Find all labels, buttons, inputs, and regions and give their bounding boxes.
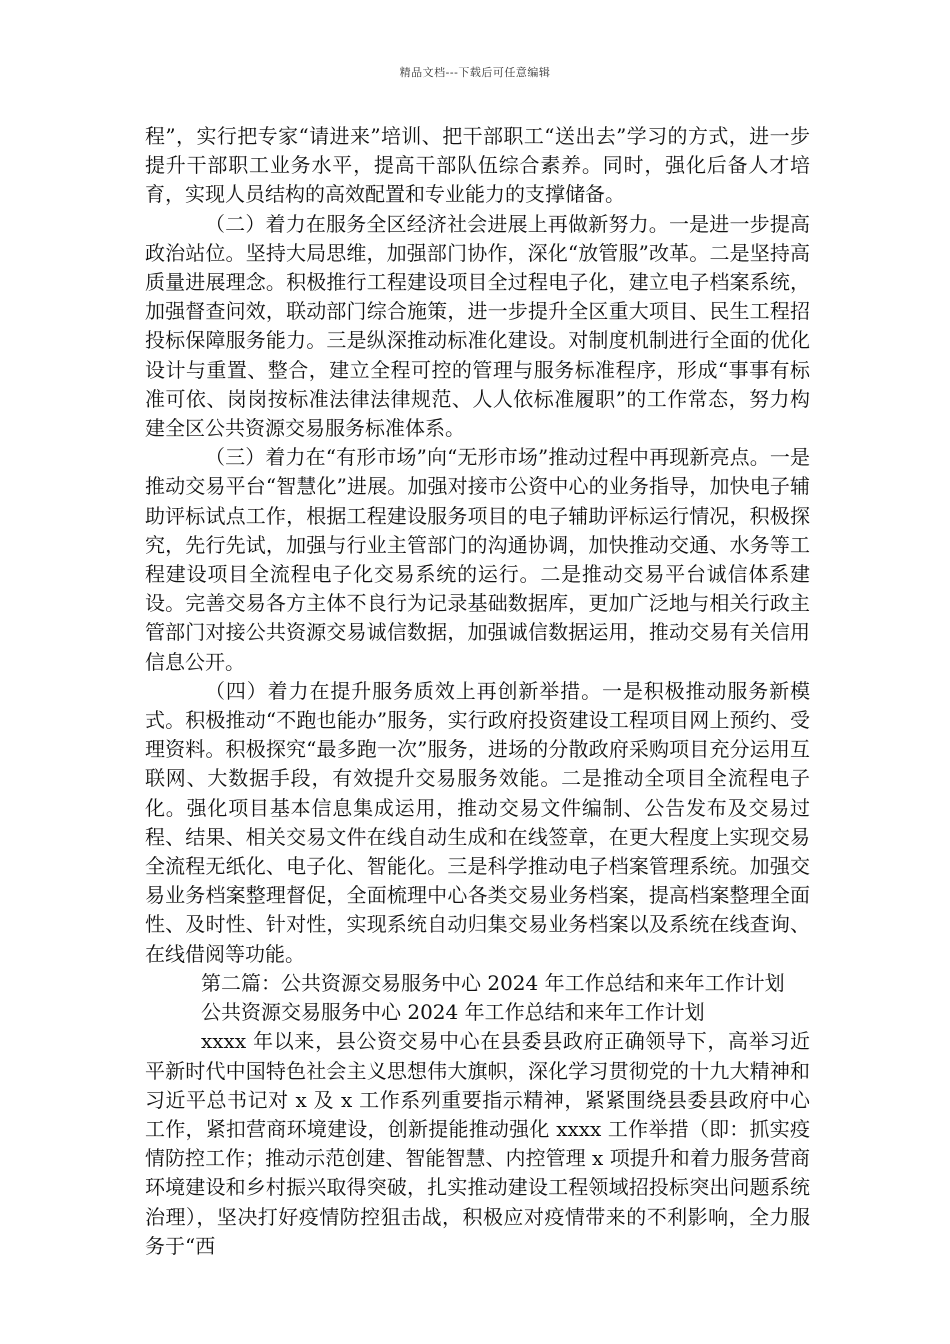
section-title: 第二篇：公共资源交易服务中心 2024 年工作总结和来年工作计划 bbox=[201, 970, 785, 995]
page-header: 精品文档---下载后可任意编辑 bbox=[399, 66, 551, 79]
paragraph-2: （二）着力在服务全区经济社会进展上再做新努力。一是进一步提高政治站位。坚持大局思维，加强部门协作，深化“放管服”改革。二是坚持高质量进展理念。积极推行工程建设项目全过程电子化，建立电子档案系统，加强督查问效，联动部门综合施策，进一步提升全区重大项目、民生工程招投标保障服务能力。三是纵深推动标准化建设。对制度机制进行全面的优化设计与重置、整合，建立全程可控的管理与服务标准程序，形成“事事有标准可依、岗岗按标准法律法律规范、人人依标准履职”的工作常态，努力构建全区公共资源交易服务标准体系。 bbox=[145, 211, 810, 441]
paragraph-4: （四）着力在提升服务质效上再创新举措。一是积极推动服务新模式。积极推动“不跑也能办”服务，实行政府投资建设工程项目网上预约、受理资料。积极探究“最多跑一次”服务，进场的分散政府采购项目充分运用互联网、大数据手段，有效提升交易服务效能。二是推动全项目全流程电子化。强化项目基本信息集成运用，推动交易文件编制、公告发布及交易过程、结果、相关交易文件在线自动生成和在线签章，在更大程度上实现交易全流程无纸化、电子化、智能化。三是科学推动电子档案管理系统。加强交易业务档案整理督促，全面梳理中心各类交易业务档案，提高档案整理全面性、及时性、针对性，实现系统自动归集交易业务档案以及系统在线查询、在线借阅等功能。 bbox=[145, 678, 810, 966]
paragraph-3: （三）着力在“有形市场”向“无形市场”推动过程中再现新亮点。一是推动交易平台“智慧化”进展。加强对接市公资中心的业务指导，加快电子辅助评标试点工作，根据工程建设服务项目的电子辅助评标运行情况，积极探究，先行先试，加强与行业主管部门的沟通协调，加快推动交通、水务等工程建设项目全流程电子化交易系统的运行。二是推动交易平台诚信体系建设。完善交易各方主体不良行为记录基础数据库，更加广泛地与相关行政主管部门对接公共资源交易诚信数据，加强诚信数据运用，推动交易有关信用信息公开。 bbox=[145, 445, 810, 674]
paragraph-1: 程”，实行把专家“请进来”培训、把干部职工“送出去”学习的方式，进一步提升干部职工业务水平，提高干部队伍综合素养。同时，强化后备人才培育，实现人员结构的高效配置和专业能力的支撑储备。 bbox=[145, 124, 810, 207]
paragraph-5: xxxx 年以来，县公资交易中心在县委县政府正确领导下，高举习近平新时代中国特色社会主义思想伟大旗帜，深化学习贯彻党的十九大精神和习近平总书记对 x 及 x 工作系列重要指示精神，紧紧围绕县委县政府中心工作，紧扣营商环境建设，创新提能推动强化 xxxx 工作举措（即：抓实疫情防控工作；推动示范创建、智能智慧、内控管理 x 项提升和着力服务营商环境建设和乡村振兴取得突破，扎实推动建设工程领域招投标突出问题系统治理），坚决打好疫情防控狙击战，积极应对疫情带来的不利影响，全力服务于“西 bbox=[145, 1029, 810, 1258]
document-subtitle: 公共资源交易服务中心 2024 年工作总结和来年工作计划 bbox=[201, 1000, 705, 1025]
document-body bbox=[145, 122, 810, 1261]
